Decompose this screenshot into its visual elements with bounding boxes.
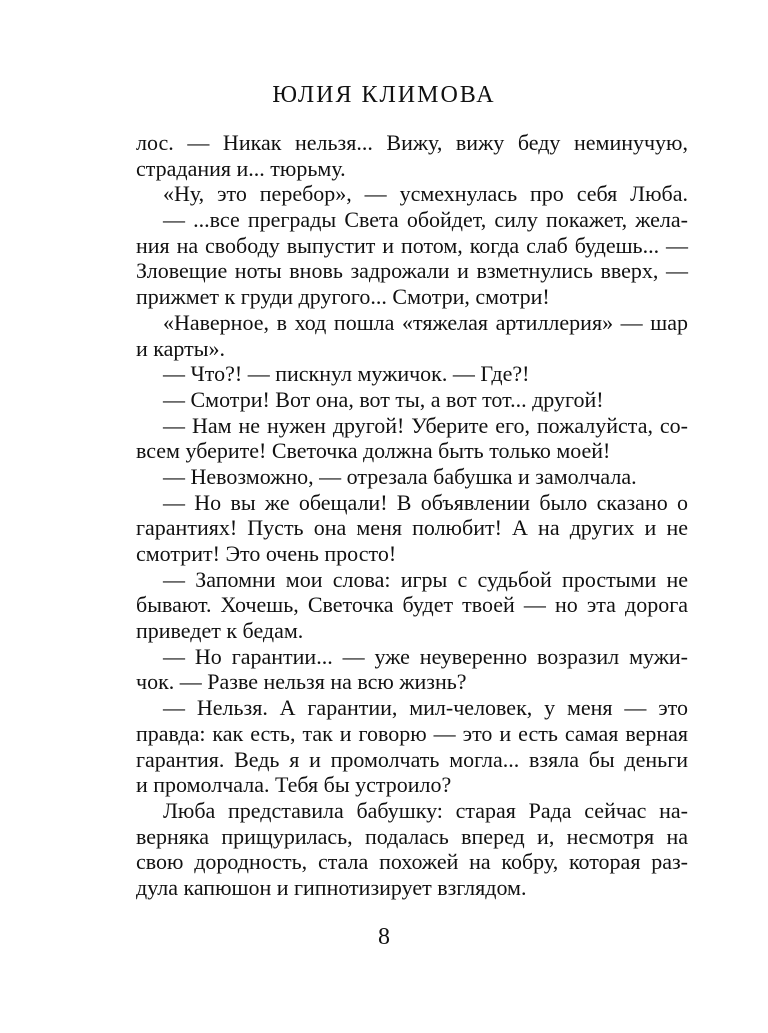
text-line: верняка прищурилась, подалась вперед и, несмотря на xyxy=(136,823,688,849)
text-line: приведет к бедам. xyxy=(136,618,304,644)
text-line: чок. — Разве нельзя на всю жизнь? xyxy=(136,669,467,695)
text-line: свою дородность, стала похожей на кобру, которая раз- xyxy=(136,849,688,875)
text-line: смотрит! Это очень просто! xyxy=(136,541,397,566)
text-line: страдания и... тюрьму. xyxy=(136,155,346,181)
text-line: — Нам не нужен другой! Уберите его, пожалуйста, со- xyxy=(163,412,688,438)
text-line: гарантия. Ведь я и промолчать могла... взяла бы деньги xyxy=(136,746,688,772)
text-line: — Нельзя. А гарантии, мил-человек, у меня — это xyxy=(163,695,688,721)
text-line: и промолчала. Тебя бы устроило? xyxy=(136,772,452,798)
text-line: — Но гарантии... — уже неуверенно возразил мужи- xyxy=(163,643,688,669)
text-line: гарантиях! Пусть она меня полюбит! А на других и не xyxy=(136,515,688,541)
text-line: всем уберите! Светочка должна быть только моей! xyxy=(136,438,611,464)
running-head-author: ЮЛИЯ КЛИМОВА xyxy=(272,82,496,108)
text-line: лос. — Никак нельзя... Вижу, вижу беду неминучую, xyxy=(136,130,688,155)
text-line: — Что?! — пискнул мужичок. — Где?! xyxy=(163,361,530,387)
text-line: — Невозможно, — отрезала бабушка и замолчала. xyxy=(163,463,637,489)
text-line: — Но вы же обещали! В объявлении было сказано о xyxy=(163,489,688,515)
page-number: 8 xyxy=(378,924,390,950)
text-line: «Наверное, в ход пошла «тяжелая артиллерия» — шар xyxy=(163,309,688,335)
text-line: бывают. Хочешь, Светочка будет твоей — но эта дорога xyxy=(136,592,688,618)
body-text xyxy=(136,130,688,901)
text-line: и карты». xyxy=(136,335,225,361)
text-line: — Запомни мои слова: игры с судьбой простыми не xyxy=(163,566,688,592)
text-line: Люба представила бабушку: старая Рада сейчас на- xyxy=(163,797,688,823)
text-line: — Смотри! Вот она, вот ты, а вот тот... другой! xyxy=(163,386,604,412)
text-line: правда: как есть, так и говорю — это и есть самая верная xyxy=(136,720,688,746)
text-line: Зловещие ноты вновь задрожали и взметнулись вверх, — xyxy=(136,258,688,284)
text-line: ния на свободу выпустит и потом, когда слаб будешь... — xyxy=(136,232,688,258)
text-line: — ...все преграды Света обойдет, силу покажет, жела- xyxy=(163,207,688,233)
text-line: прижмет к груди другого... Смотри, смотри! xyxy=(136,284,550,310)
text-line: «Ну, это перебор», — усмехнулась про себя Люба. xyxy=(163,181,688,207)
text-line: дула капюшон и гипнотизирует взглядом. xyxy=(136,874,527,900)
